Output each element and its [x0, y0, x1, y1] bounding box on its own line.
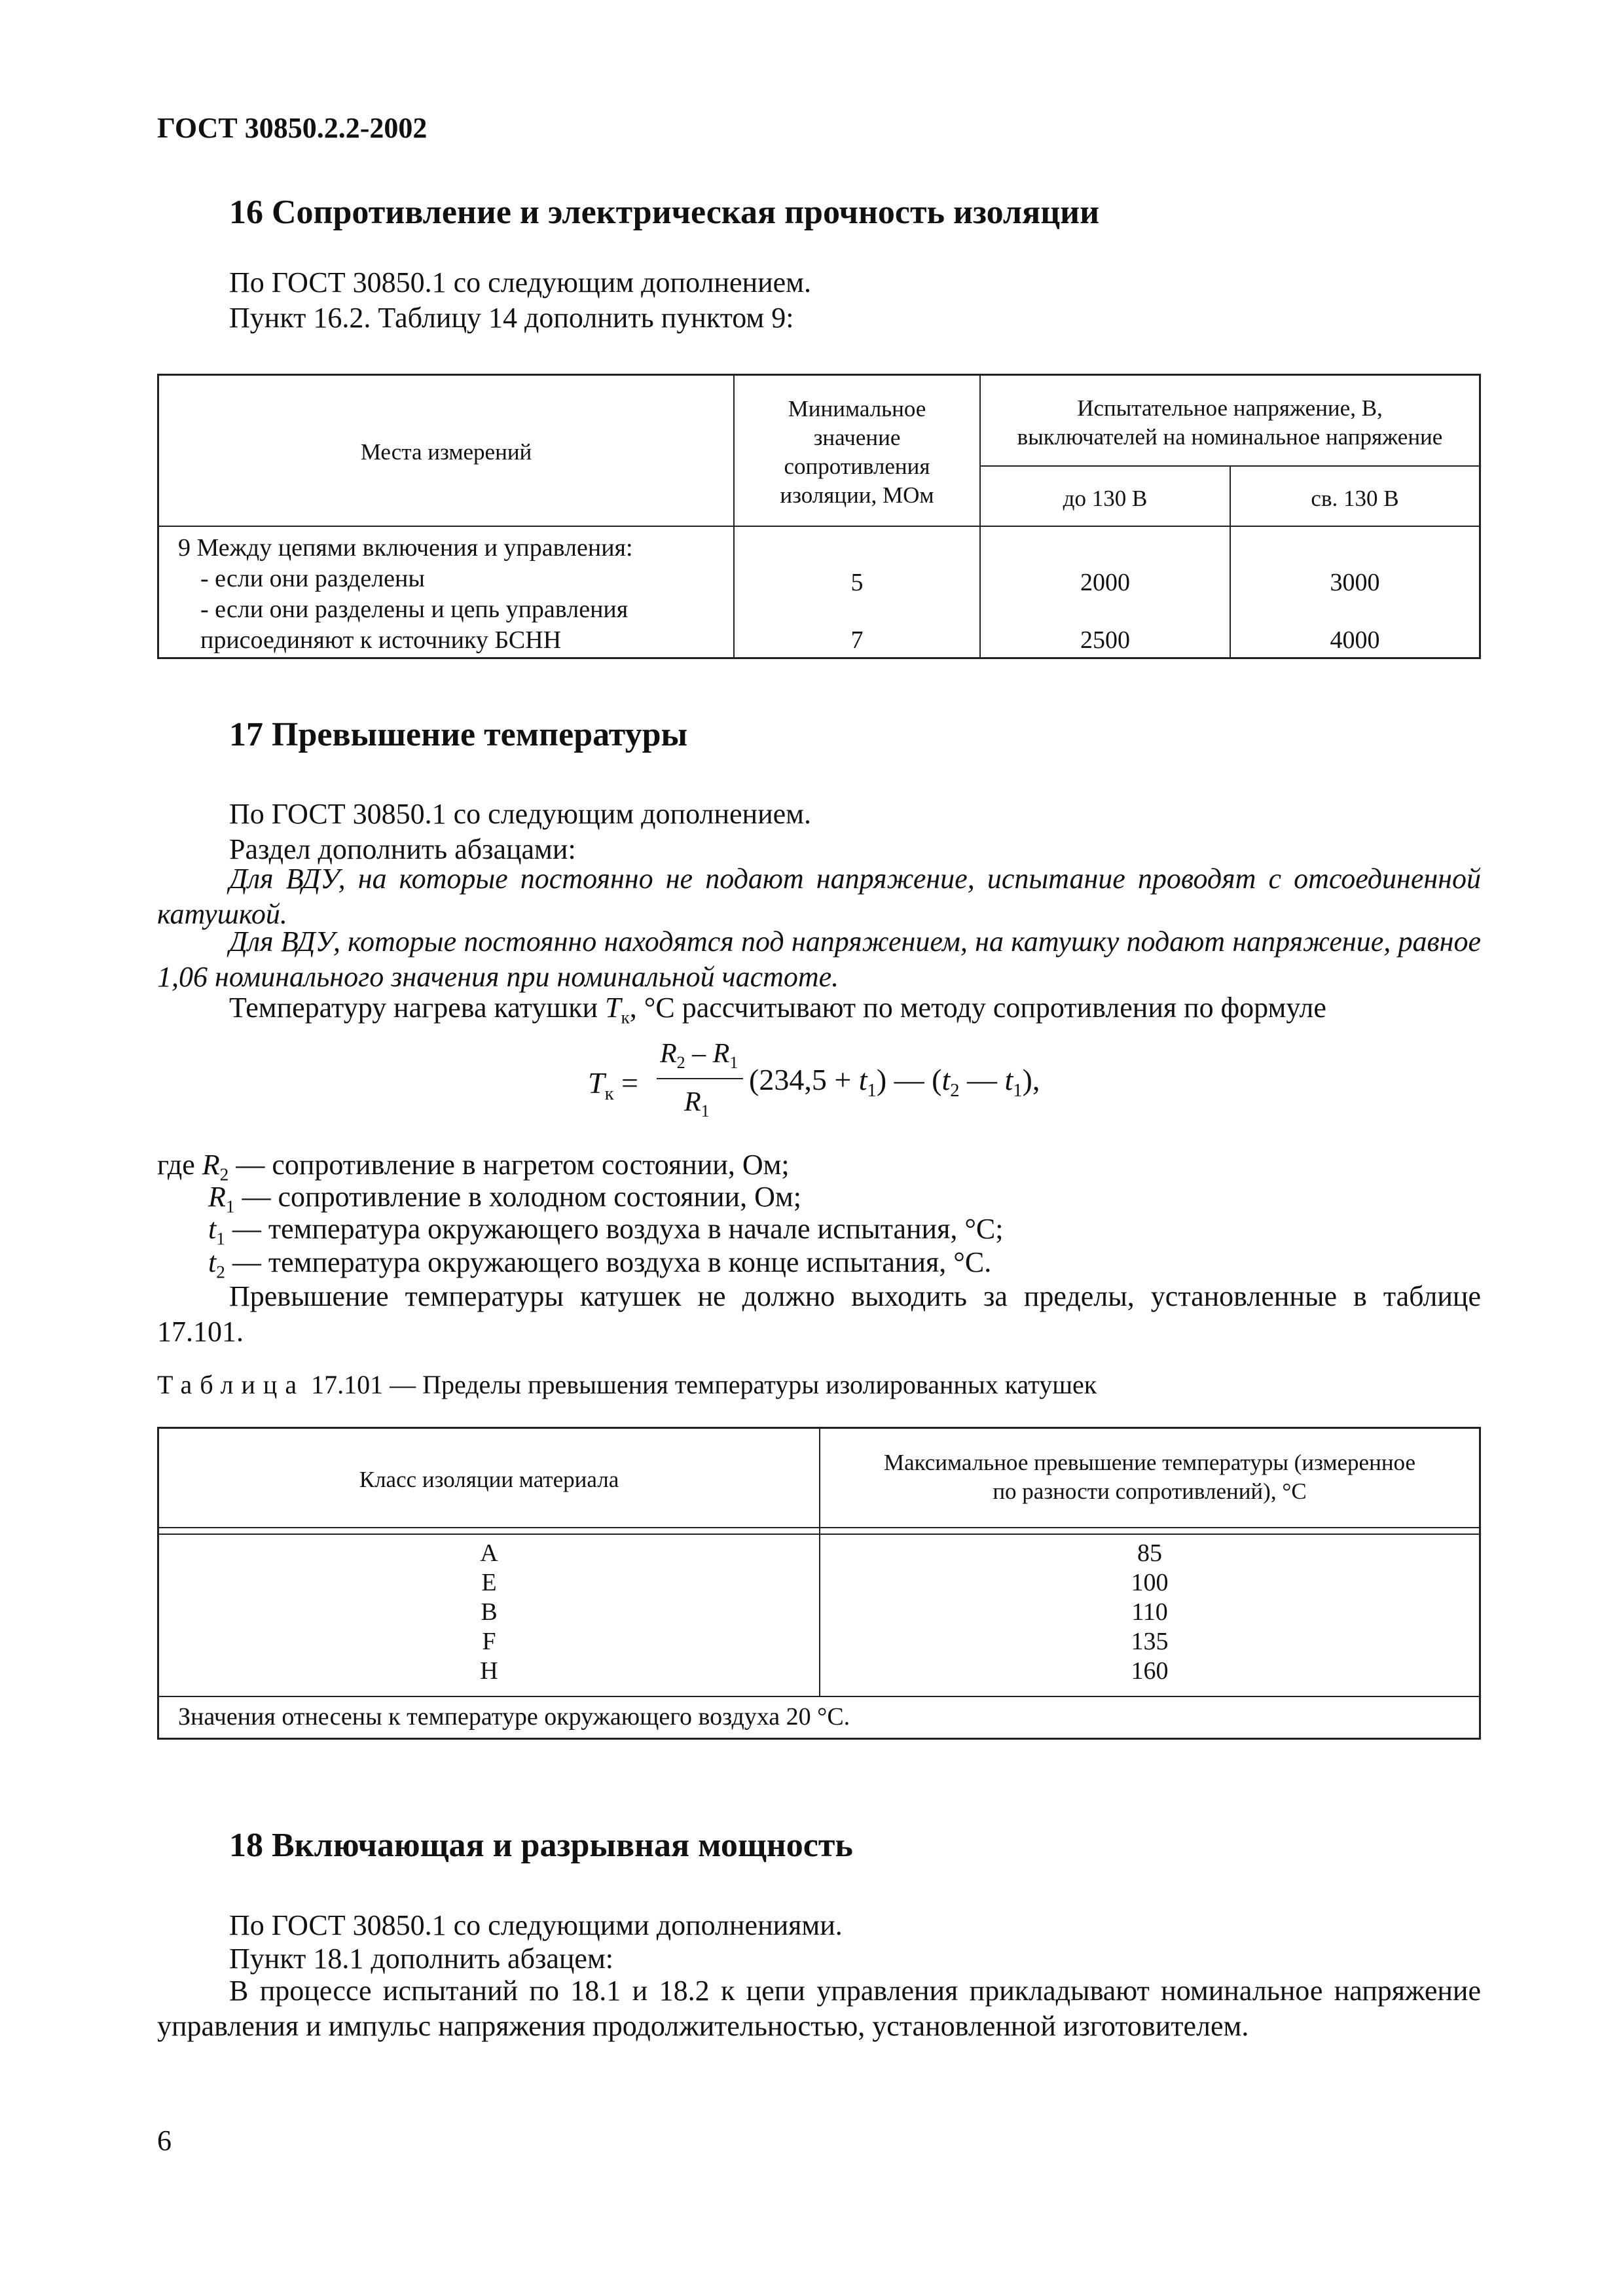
- list-item: А: [480, 1539, 498, 1567]
- document-header: ГОСТ 30850.2.2-2002: [157, 112, 428, 144]
- s17-italic-2: Для ВДУ, которые постоянно находятся под напряжением, на катушку подают напряжение, равное 1,06 номинального значения при номинальной частоте.: [157, 925, 1481, 993]
- s17-paragraph-1: По ГОСТ 30850.1 со следующим дополнением.: [229, 798, 812, 830]
- s16-paragraph-1: По ГОСТ 30850.1 со следующим дополнением.: [229, 266, 812, 298]
- table-note: Значения отнесены к температуре окружающего воздуха 20 °С.: [178, 1703, 850, 1731]
- list-item: F: [482, 1628, 496, 1655]
- s17-paragraph-4: Превышение температуры катушек не должно выходить за пределы, установленные в таблице 17.101.: [157, 1280, 1481, 1348]
- r2-min-resistance: 7: [850, 626, 864, 654]
- r2-over-130: 4000: [1330, 626, 1380, 654]
- r1-over-130: 3000: [1330, 569, 1380, 596]
- page-number: 6: [157, 2125, 172, 2157]
- col-header-max-rise: Максимальное превышение температуры (измеренное по разности сопротивлений), °С: [883, 1450, 1416, 1504]
- list-item: 100: [1131, 1569, 1169, 1596]
- col-header-min: Минимальное значение сопротивления изоляции, МОм: [780, 396, 934, 508]
- list-item: 160: [1131, 1657, 1169, 1685]
- list-item: 135: [1131, 1628, 1169, 1655]
- list-item: Е: [481, 1569, 497, 1596]
- col-header-over-130: св. 130 В: [1311, 486, 1399, 511]
- col-header-place: Места измерений: [360, 439, 532, 465]
- r1-upto-130: 2000: [1080, 569, 1130, 596]
- section-16-title: 16 Сопротивление и электрическая прочность изоляции: [229, 194, 1100, 231]
- col-header-test-voltage: Испытательное напряжение, В, выключателей на номинальное напряжение: [1017, 395, 1443, 450]
- row-9-sub-1: - если они разделены: [200, 565, 425, 592]
- s17-italic-1: Для ВДУ, на которые постоянно не подают напряжение, испытание проводят с отсоединенной катушкой.: [157, 863, 1481, 930]
- s17-paragraph-3: Температуру нагрева катушки $T_к$, °С рассчитывают по методу сопротивления по формуле: [229, 992, 1326, 1028]
- r2-upto-130: 2500: [1080, 626, 1130, 654]
- row-9-label: 9 Между цепями включения и управления:: [178, 534, 633, 562]
- table-17-101-caption: Таблица 17.101 — Пределы превышения температуры изолированных катушек: [157, 1370, 1097, 1399]
- s16-paragraph-2: Пункт 16.2. Таблицу 14 дополнить пунктом 9:: [229, 302, 794, 334]
- insulation-class-list: [159, 1539, 819, 1686]
- s18-paragraph-1: По ГОСТ 30850.1 со следующими дополнениями.: [229, 1909, 843, 1941]
- section-18-title: 18 Включающая и разрывная мощность: [229, 1827, 853, 1864]
- r1-min-resistance: 5: [850, 569, 864, 596]
- col-header-class: Класс изоляции материала: [359, 1467, 619, 1492]
- list-item: 110: [1131, 1598, 1168, 1626]
- s18-paragraph-2: Пункт 18.1 дополнить абзацем:: [229, 1943, 614, 1975]
- list-item: 85: [1137, 1539, 1162, 1567]
- section-17-title: 17 Превышение температуры: [229, 716, 688, 753]
- list-item: В: [481, 1598, 498, 1626]
- s18-paragraph-3: В процессе испытаний по 18.1 и 18.2 к цепи управления прикладывают номинальное напряжение управления и импульс напряжения продолжительностью, установленной изготовителем.: [157, 1975, 1481, 2042]
- row-9-sub-2: - если они разделены и цепь управления: [200, 596, 629, 623]
- s17-paragraph-2: Раздел дополнить абзацами:: [229, 833, 576, 865]
- max-rise-values: [820, 1539, 1479, 1686]
- list-item: Н: [480, 1657, 498, 1685]
- row-9-sub-2-cont: присоединяют к источнику БСНН: [200, 626, 562, 654]
- col-header-upto-130: до 130 В: [1063, 486, 1148, 511]
